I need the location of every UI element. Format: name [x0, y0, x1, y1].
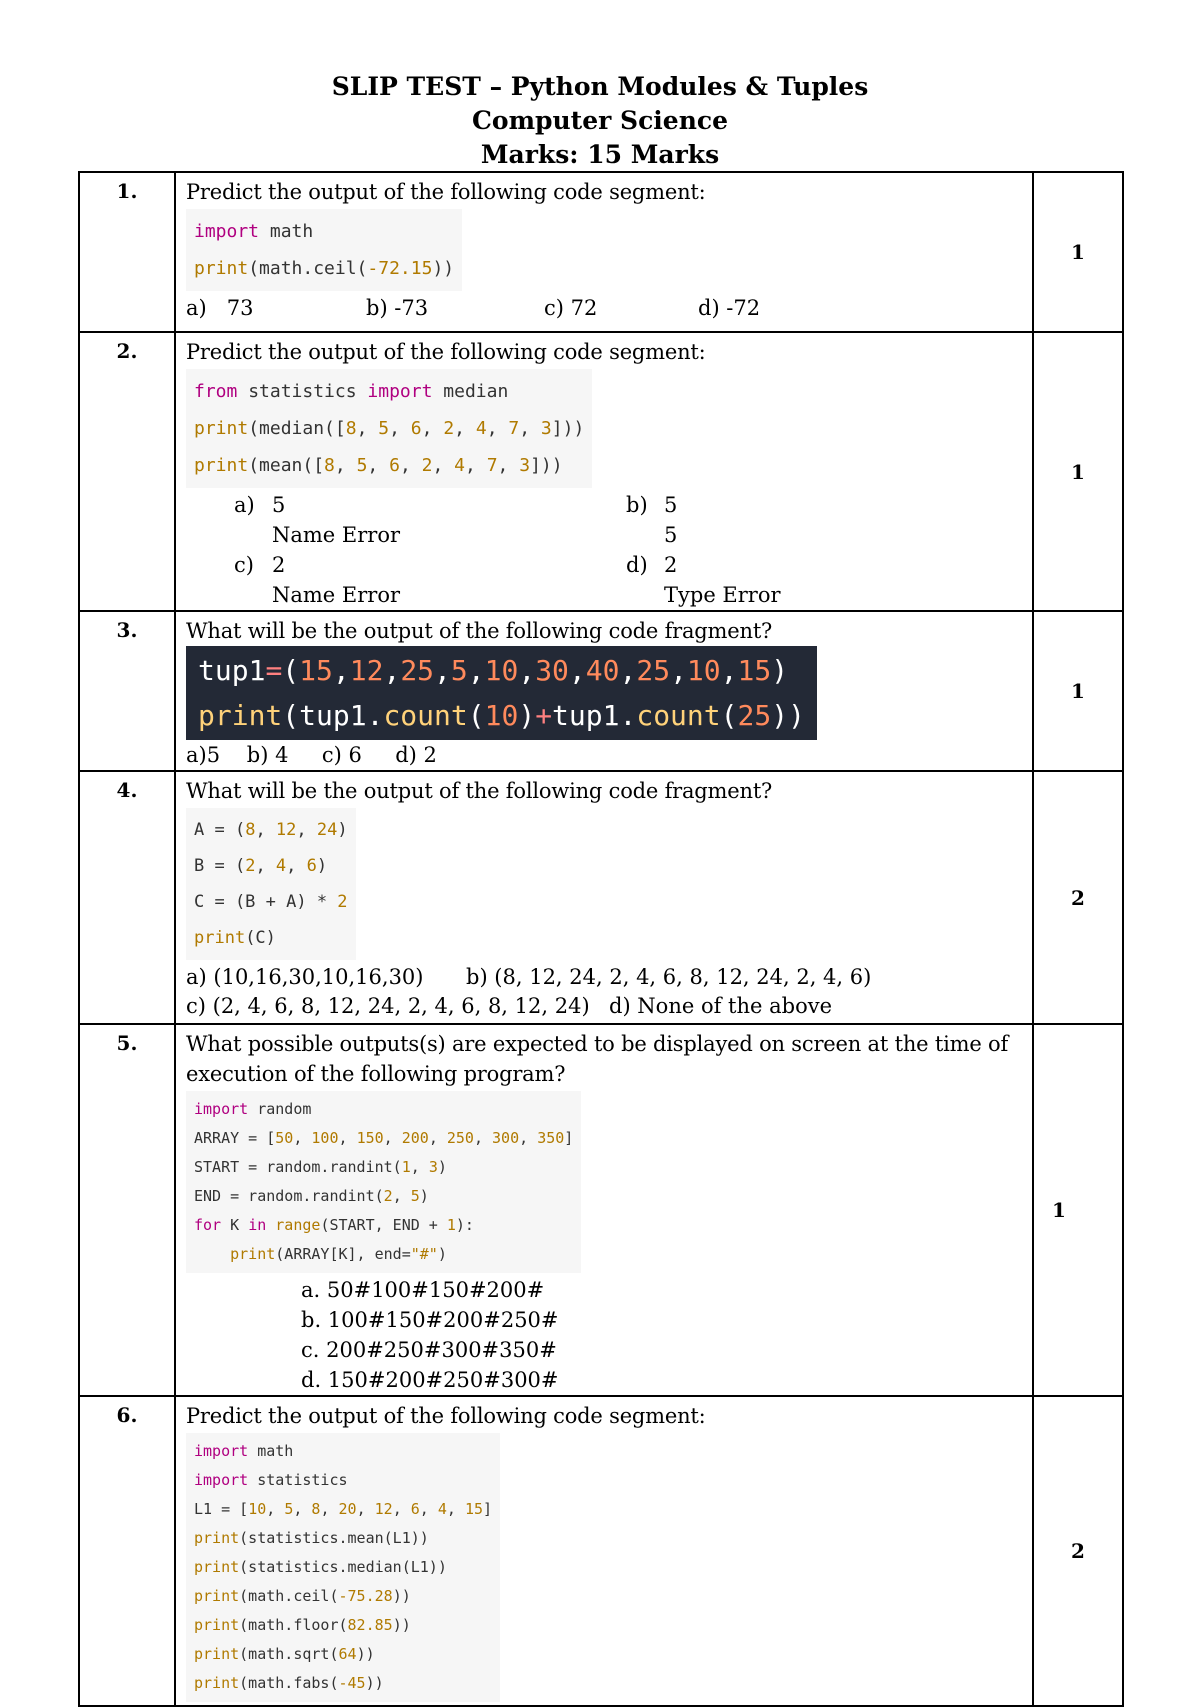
question-row-6: [79, 1396, 1123, 1706]
question-row-5: [79, 1024, 1123, 1396]
question-number: 1.: [79, 172, 175, 332]
options: a)5 b) 4 c) 6 d) 2: [186, 743, 437, 767]
code-line: print(math.ceil(-72.15)): [194, 258, 455, 279]
exam-marks: Marks: 15 Marks: [480, 140, 720, 169]
question-row-2: [79, 332, 1123, 611]
option-b-line1: 5: [664, 493, 678, 517]
code-line: print(math.floor(82.85)): [194, 1616, 411, 1634]
question-marks: 2: [1033, 771, 1123, 1024]
question-body: [175, 611, 1033, 771]
code-line: import statistics: [194, 1471, 348, 1489]
question-body: [175, 771, 1033, 1024]
code-line: tup1=(15,12,25,5,10,30,40,25,10,15): [198, 654, 789, 687]
code-line: print(median([8, 5, 6, 2, 4, 7, 3])): [194, 418, 585, 439]
option-d-line2: Type Error: [664, 583, 781, 607]
options: [186, 962, 1032, 1022]
question-text: Predict the output of the following code segment:: [186, 180, 706, 204]
question-number: 3.: [79, 611, 175, 771]
option-c: c) 72: [544, 296, 598, 320]
code-block: [186, 1091, 581, 1273]
option-b-line2: 5: [664, 523, 678, 547]
code-line: ARRAY = [50, 100, 150, 200, 250, 300, 350]: [194, 1129, 574, 1147]
question-marks: 1: [1033, 172, 1123, 332]
option-c: c) (2, 4, 6, 8, 12, 24, 2, 4, 6, 8, 12, 24): [186, 994, 590, 1018]
question-text: What will be the output of the following code fragment?: [186, 779, 773, 803]
option-c: c. 200#250#300#350#: [301, 1338, 557, 1362]
option-a-line1: 5: [272, 493, 286, 517]
question-body: [175, 172, 1033, 332]
options: [186, 293, 1032, 325]
exam-subject: Computer Science: [472, 106, 728, 135]
code-line: print(ARRAY[K], end="#"): [230, 1245, 447, 1263]
options: [301, 1275, 1032, 1395]
option-b-label: b): [626, 493, 648, 517]
option-c-line2: Name Error: [272, 583, 400, 607]
code-line: from statistics import median: [194, 381, 509, 402]
option-b: b. 100#150#200#250#: [301, 1308, 559, 1332]
code-line: import math: [194, 1442, 294, 1460]
code-line: import random: [194, 1100, 312, 1118]
question-marks: 1: [1033, 332, 1123, 611]
code-line: for K in range(START, END + 1):: [194, 1216, 474, 1234]
question-body: [175, 332, 1033, 611]
code-line: print(C): [194, 928, 276, 948]
option-b: b) (8, 12, 24, 2, 4, 6, 8, 12, 24, 2, 4, 6): [466, 965, 872, 989]
code-line: print(math.ceil(-75.28)): [194, 1587, 411, 1605]
code-line: B = (2, 4, 6): [194, 856, 328, 876]
code-block: [186, 369, 592, 488]
question-row-3: [79, 611, 1123, 771]
option-d-label: d): [626, 553, 648, 577]
code-line: print(statistics.median(L1)): [194, 1558, 447, 1576]
question-number: 4.: [79, 771, 175, 1024]
code-line: START = random.randint(1, 3): [194, 1158, 447, 1176]
exam-title: SLIP TEST – Python Modules & Tuples: [331, 72, 869, 101]
question-body: [175, 1396, 1033, 1706]
question-table: [78, 171, 1124, 1707]
option-b: b) -73: [366, 296, 429, 320]
option-a: a) (10,16,30,10,16,30): [186, 965, 424, 989]
option-c-label: c): [234, 553, 254, 577]
code-line: A = (8, 12, 24): [194, 820, 348, 840]
code-line: print(mean([8, 5, 6, 2, 4, 7, 3])): [194, 455, 563, 476]
question-number: 2.: [79, 332, 175, 611]
option-d: d. 150#200#250#300#: [301, 1368, 559, 1392]
code-line: print(math.sqrt(64)): [194, 1645, 375, 1663]
question-row-1: [79, 172, 1123, 332]
code-line: import math: [194, 221, 314, 242]
code-block: [186, 209, 462, 291]
question-number: 6.: [79, 1396, 175, 1706]
question-marks: 1: [1033, 1024, 1123, 1396]
question-text: What will be the output of the following code fragment?: [186, 619, 773, 643]
option-a: a) 73: [186, 296, 254, 320]
question-marks: 2: [1033, 1396, 1123, 1706]
code-block: [186, 1433, 500, 1702]
option-d: d) -72: [698, 296, 761, 320]
code-block-dark: [186, 646, 817, 740]
code-line: END = random.randint(2, 5): [194, 1187, 429, 1205]
code-line: L1 = [10, 5, 8, 20, 12, 6, 4, 15]: [194, 1500, 493, 1518]
option-c-line1: 2: [272, 553, 286, 577]
option-d-line1: 2: [664, 553, 678, 577]
code-line: C = (B + A) * 2: [194, 892, 348, 912]
question-marks: 1: [1033, 611, 1123, 771]
option-a: a. 50#100#150#200#: [301, 1278, 545, 1302]
question-text: Predict the output of the following code segment:: [186, 1404, 706, 1428]
code-line: print(statistics.mean(L1)): [194, 1529, 429, 1547]
options: [186, 490, 1032, 610]
question-body: [175, 1024, 1033, 1396]
option-a-label: a): [234, 493, 255, 517]
code-line: print(math.fabs(-45)): [194, 1674, 384, 1692]
question-row-4: [79, 771, 1123, 1024]
question-text: What possible outputs(s) are expected to be displayed on screen at the time of execution of the following program?: [186, 1032, 1009, 1086]
code-line: print(tup1.count(10)+tup1.count(25)): [198, 699, 805, 732]
question-number: 5.: [79, 1024, 175, 1396]
question-text: Predict the output of the following code segment:: [186, 340, 706, 364]
option-d: d) None of the above: [609, 994, 833, 1018]
option-a-line2: Name Error: [272, 523, 400, 547]
code-block: [186, 808, 356, 960]
